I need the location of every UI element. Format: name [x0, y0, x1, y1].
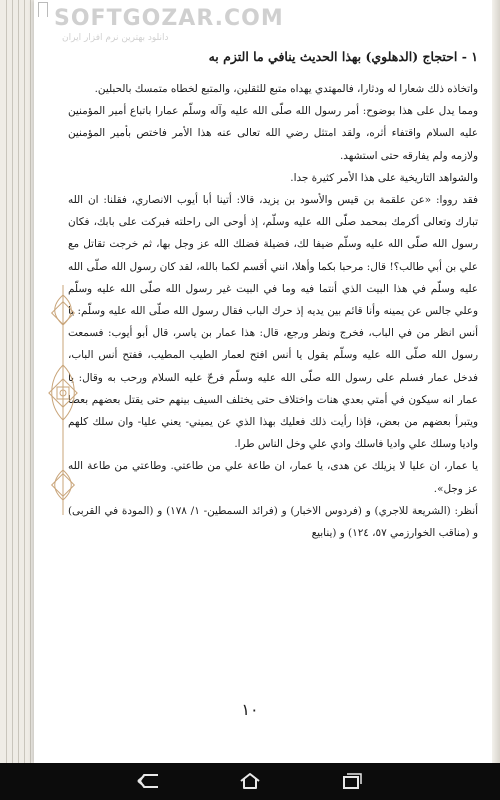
- paragraph: والشواهد التاريخية على هذا الأمر كثيرة جدا.: [290, 171, 478, 184]
- watermark-logo: SOFTGOZAR.COM: [54, 6, 284, 31]
- page-right-edge: [492, 0, 500, 763]
- section-heading: ١ - احتجاج (الدهلوي) بهذا الحديث ينافي ما التزم به: [208, 49, 478, 64]
- android-nav-bar: [0, 763, 500, 800]
- paragraph: يا عمار، ان عليا لا يزيلك عن هدى، يا عمار، ان طاعة علي من طاعتي. وطاعتي من طاعة الله عز وجل».: [68, 460, 478, 495]
- back-arrow-icon[interactable]: [128, 771, 168, 791]
- home-icon[interactable]: [230, 771, 270, 791]
- margin-ornament: [44, 285, 82, 515]
- paragraph: ومما يدل على هذا بوضوح: أمر رسول الله صلّى الله عليه وآله وسلّم عمارا باتباع أمير المؤمنين عليه السلام واقتفاء أثره، ولقد امتثل رضي الله تعالى عنه هذا الأمر فاختص بأمير المؤمنين ولازمه ولم يفارقه حتى استشهد.: [68, 105, 478, 162]
- watermark-subtitle: دانلود بهترین نرم افزار ایران: [62, 33, 169, 43]
- recent-apps-icon[interactable]: [330, 771, 370, 791]
- page-content: [68, 40, 478, 544]
- bookmark-icon[interactable]: [38, 2, 48, 17]
- paragraph: فقد رووا: «عن علقمة بن قيس والأسود بن يزيد، قالا: أتينا أبا أيوب الانصاري، فقلنا: ان الله تبارك وتعالى أكرمك بمحمد صلّى الله عليه وسلّم، إذ أوحى الى راحلته فبركت على بابك، فكان رسول الله صلّى الله عليه وسلّم ضيفا لك، فضيلة فضلك الله عز وجل بها، ثم خرجت تقاتل مع علي بن أبي طالب؟! قال: مرحبا بكما وأهلا، انني أقسم لكما بالله، لقد كان رسول الله صلّى الله عليه وسلّم في هذا البيت الذي أنتما فيه وما في البيت غير رسول الله صلّى الله عليه وسلّم وعلي جالس عن يمينه وأنا قائم بين يديه إذ حرك الباب فقال رسول الله صلّى الله عليه وسلّم: يا أنس انظر من في الباب، فخرج ونظر ورجع، قال: هذا عمار بن ياسر، قال أبو أيوب: فسمعت رسول الله صلّى الله عليه وسلّم يقول يا أنس افتح لعمار الطيب المطيب، ففتح أنس الباب، فدخل عمار فسلم على رسول الله صلّى الله عليه وسلّم فرحّ عليه السلام ورحب به وقال: يا عمار انه سيكون في أمتي بعدي هنات واختلاف حتى يختلف السيف بينهم حتى يقتل بعضهم بعضا ويتبرأ بعضهم من بعض، فإذا رأيت ذلك فعليك بهذا الذي عن يميني- يعني عليا- وان سلك كلهم واديا وسلك علي واديا فاسلك وادي علي وخل الناس طرا.: [68, 194, 478, 451]
- paragraph: أنظر: (الشريعة للاجري) و (فردوس الاخبار) و (فرائد السمطين- ١/ ١٧٨) و (المودة في القربى) و (مناقب الخوارزمي ٥٧، ١٢٤) و (ينابيع: [68, 504, 478, 540]
- paragraph: واتخاذه ذلك شعارا له ودثارا، فالمهتدي يهداه متبع للثقلين، والمتبع لخطاه متمسك بالحبلين.: [94, 83, 478, 95]
- page-number: ١٠: [241, 700, 259, 719]
